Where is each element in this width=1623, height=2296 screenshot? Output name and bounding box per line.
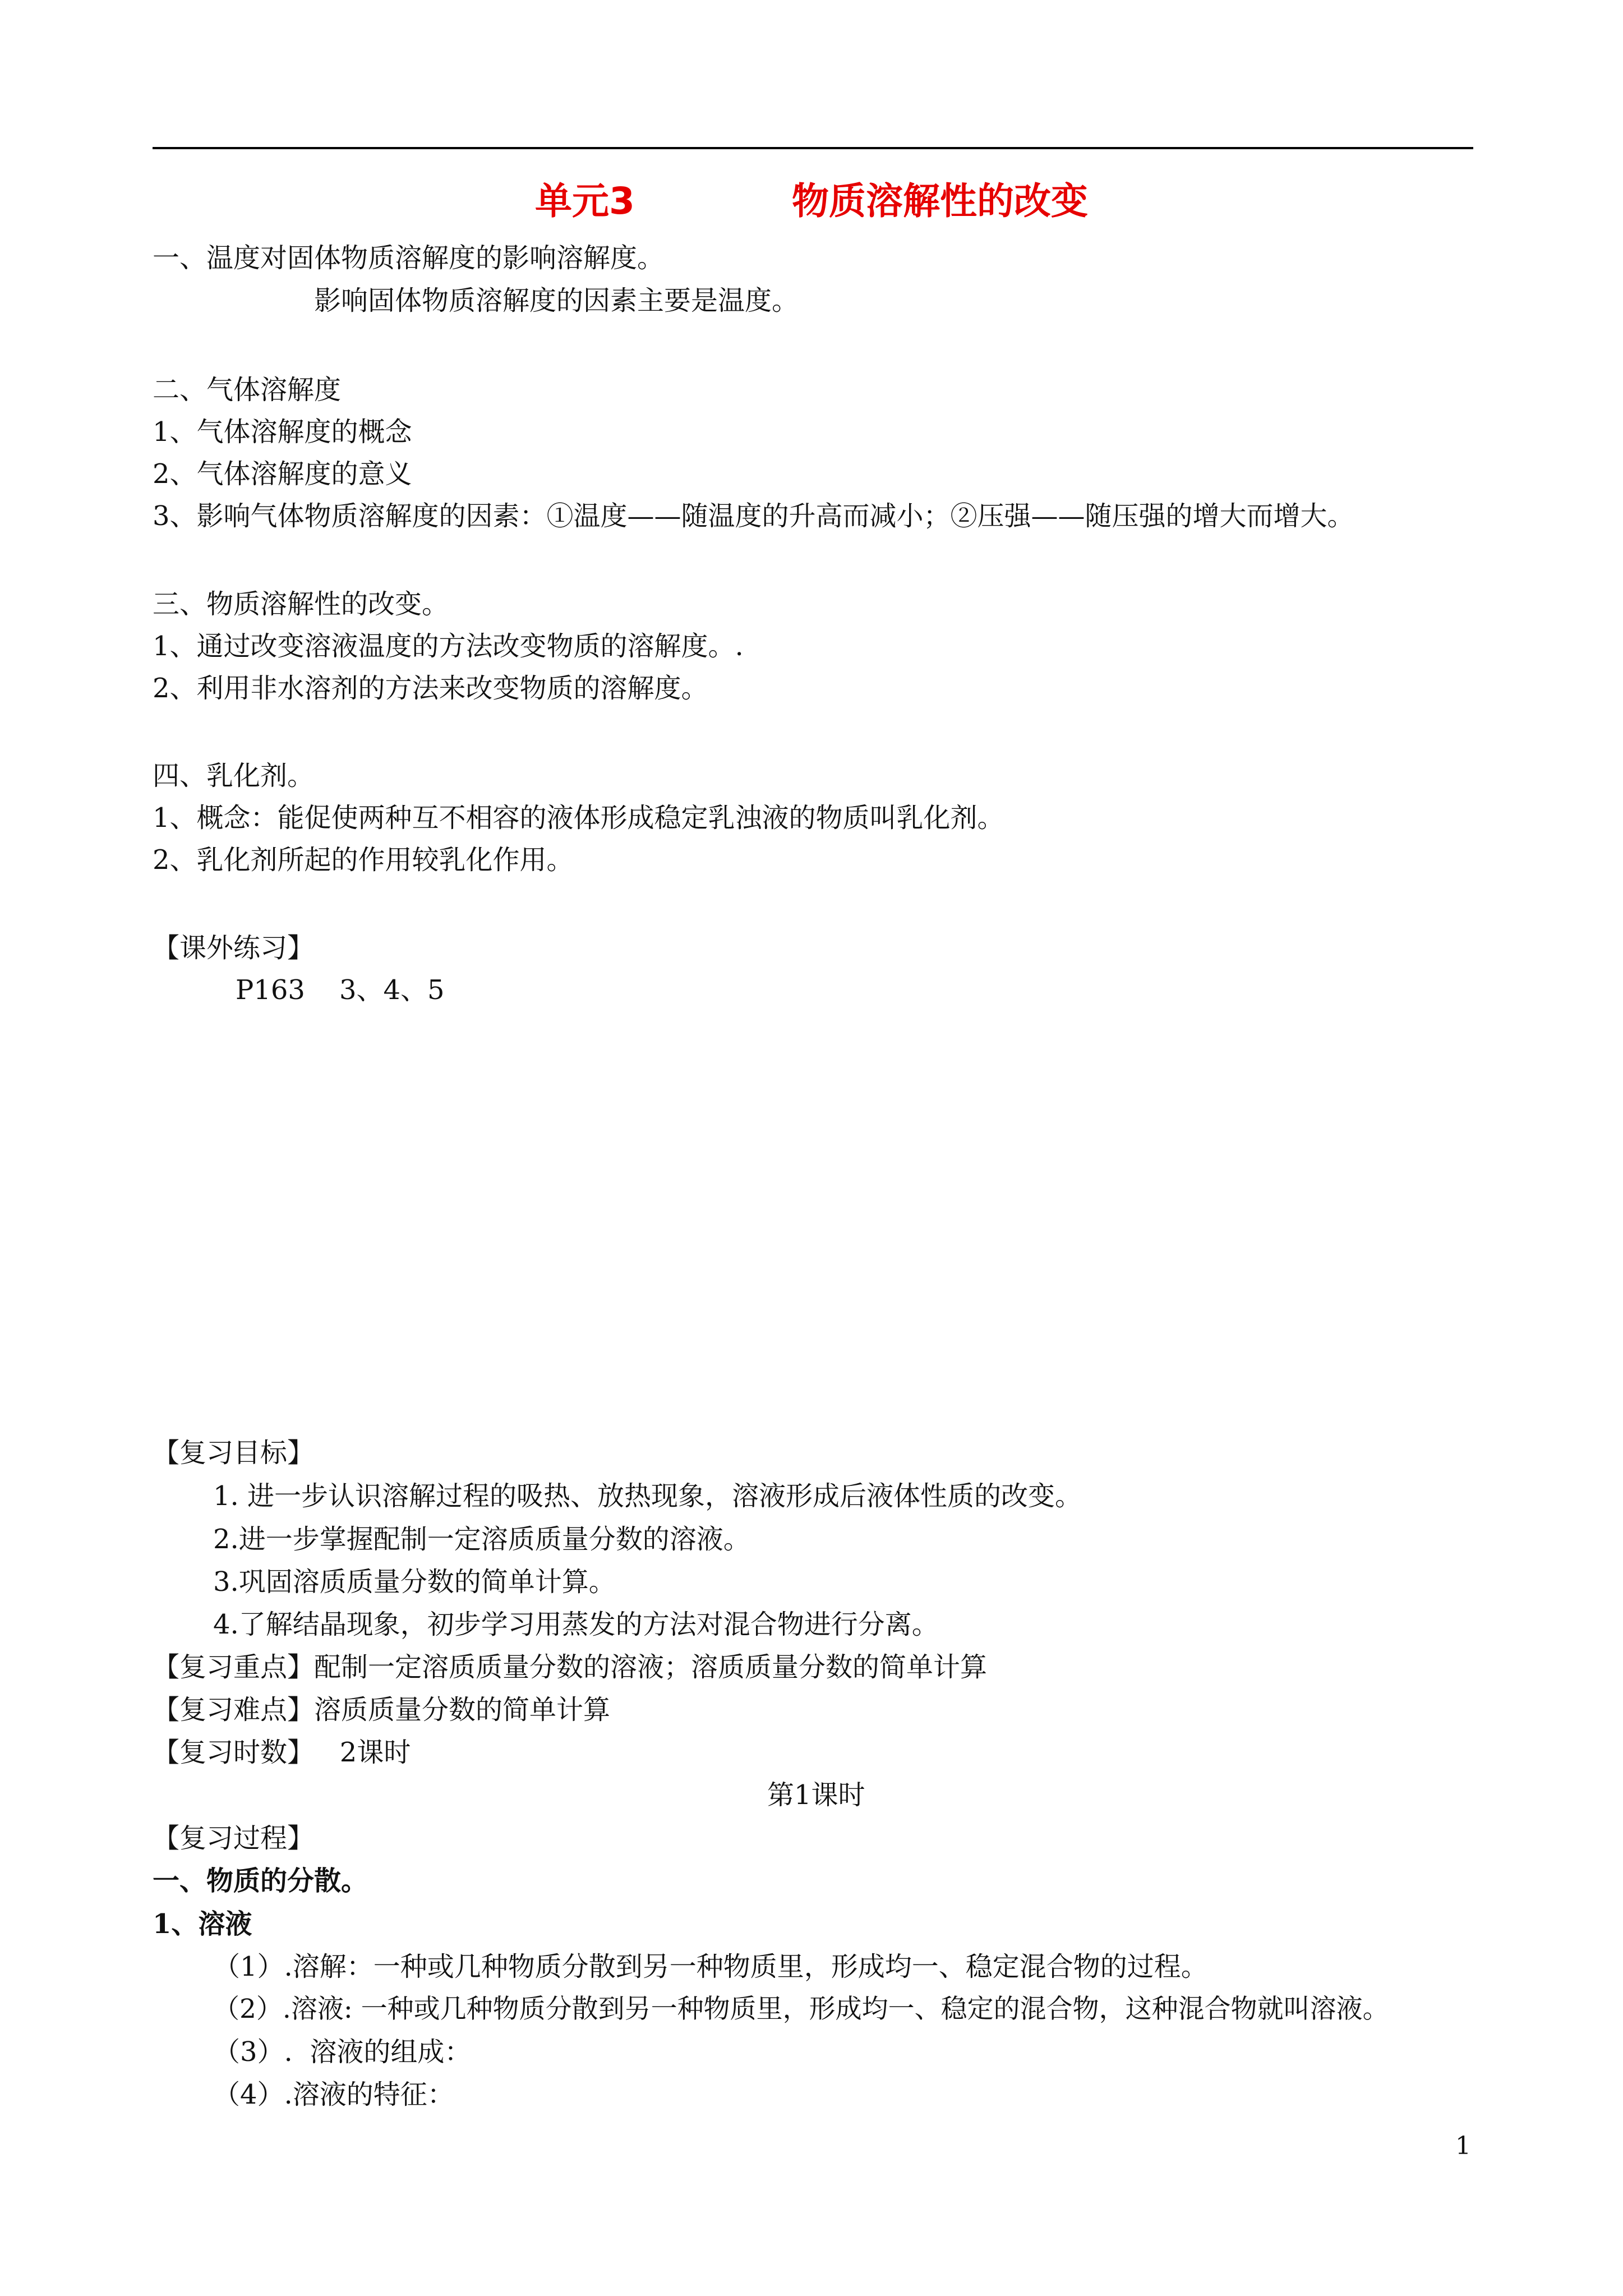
section3-item1: 1、通过改变溶液温度的方法改变物质的溶解度。.: [153, 631, 744, 662]
review-difficulties: 【复习难点】溶质质量分数的简单计算: [153, 1694, 611, 1726]
section2-item3: 3、影响气体物质溶解度的因素：①温度——随温度的升高而减小；②压强——随压强的增大而增大。: [153, 500, 1354, 532]
section4-item1: 1、概念：能促使两种互不相容的液体形成稳定乳浊液的物质叫乳化剂。: [153, 802, 1004, 834]
section3-item2: 2、利用非水溶剂的方法来改变物质的溶解度。: [153, 673, 708, 704]
title-unit: 单元3: [535, 180, 635, 223]
part1-paragraph-2: （2）.溶液: 一种或几种物质分散到另一种物质里，形成均一、稳定的混合物，这种混合物就叫溶液。: [213, 1994, 1389, 2024]
review-process-label: 【复习过程】: [153, 1823, 315, 1854]
section4-heading: 四、乳化剂。: [153, 760, 315, 792]
review-goal-3: 3.巩固溶质质量分数的简单计算。: [213, 1566, 616, 1598]
review-goal-4: 4.了解结晶现象，初步学习用蒸发的方法对混合物进行分离。: [213, 1609, 939, 1640]
lesson-label: 第1课时: [767, 1779, 865, 1811]
section2-item2: 2、气体溶解度的意义: [153, 458, 412, 490]
part1-paragraph-4: （4）.溶液的特征：: [213, 2079, 454, 2110]
exercise-text: P163 3、4、5: [236, 974, 445, 1006]
section3-heading: 三、物质溶解性的改变。: [153, 588, 449, 620]
review-goals-label: 【复习目标】: [153, 1437, 315, 1469]
part1-subheading: 1、溶液: [153, 1908, 252, 1940]
review-hours: 【复习时数】 2课时: [153, 1737, 411, 1768]
review-key-points: 【复习重点】配制一定溶质质量分数的溶液；溶质质量分数的简单计算: [153, 1651, 988, 1683]
section2-heading: 二、气体溶解度: [153, 374, 342, 406]
section1-heading: 一、温度对固体物质溶解度的影响溶解度。: [153, 242, 665, 274]
title-subject: 物质溶解性的改变: [791, 180, 1088, 223]
review-goal-1: 1. 进一步认识溶解过程的吸热、放热现象，溶液形成后液体性质的改变。: [213, 1480, 1082, 1512]
section4-item2: 2、乳化剂所起的作用较乳化作用。: [153, 844, 574, 876]
exercise-label: 【课外练习】: [153, 932, 315, 964]
page-title: [0, 171, 1623, 224]
page-number: 1: [1455, 2132, 1471, 2160]
section2-item1: 1、气体溶解度的概念: [153, 416, 412, 448]
header-rule: [153, 147, 1473, 149]
section1-text: 影响固体物质溶解度的因素主要是温度。: [314, 285, 799, 316]
review-goal-2: 2.进一步掌握配制一定溶质质量分数的溶液。: [213, 1524, 750, 1555]
part1-paragraph-1: （1）.溶解：一种或几种物质分散到另一种物质里，形成均一、稳定混合物的过程。: [213, 1951, 1208, 1982]
part1-paragraph-3: （3）. 溶液的组成：: [213, 2036, 472, 2068]
part1-heading: 一、物质的分散。: [153, 1865, 368, 1897]
